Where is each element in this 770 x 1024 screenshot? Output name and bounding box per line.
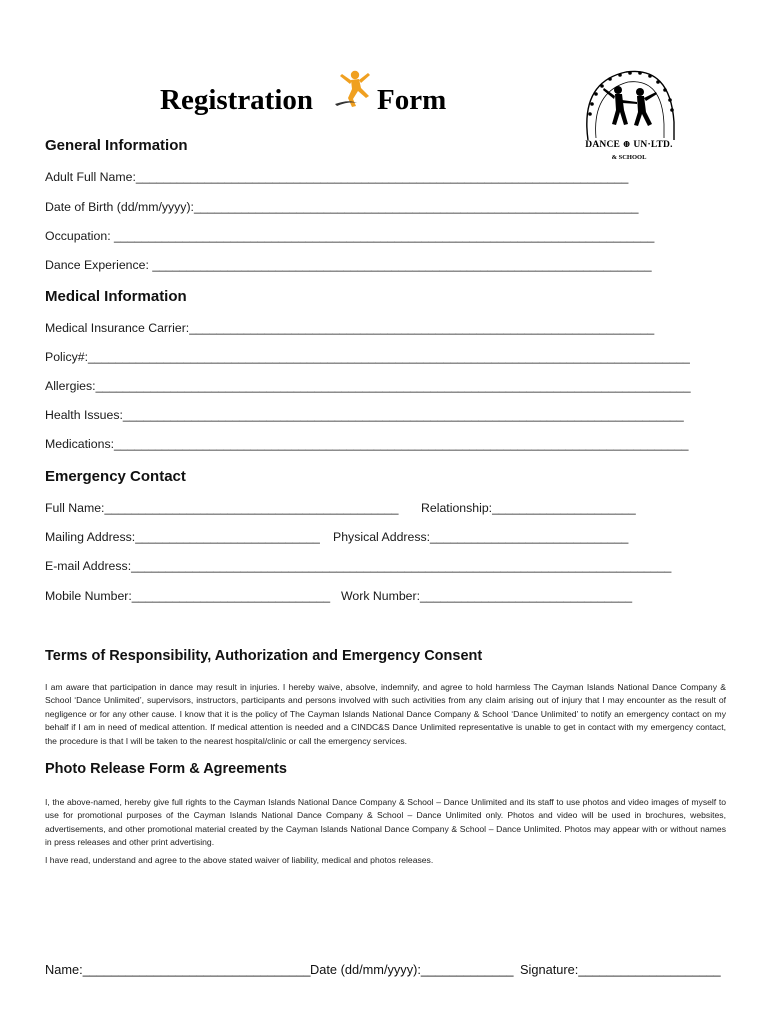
terms-paragraph: I am aware that participation in dance may result in injuries. I hereby waive, absolve, indemnify, and agree to hold harmless The Cayman Islands National Dance Company & School ‘Dance Unlimited’, supervisors, instructors, participants and persons involved with such activities from any claim arising out of injury that I may encounter as the result of negligence or for any other cause. I know that it is the policy of The Cayman Islands National Dance Company & School ‘Dance Unlimited’ to notify an emergency contact on my behalf if I am in need of medical attention. If medical attention is needed and a CINDC&S Dance Unlimited representative is unable to get in contact with my emergency contact, the procedure is that I will be taken to the nearest hospital/clinic or call the emergency services. xyxy=(45,682,726,746)
signature-name-field[interactable]: Name:________________________________ xyxy=(45,962,311,977)
mailing-address-field[interactable]: Mailing Address:___________________________ xyxy=(45,530,320,544)
company-logo xyxy=(566,62,692,174)
dob-field[interactable]: Date of Birth (dd/mm/yyyy):_________________________________________________________________ xyxy=(45,200,639,214)
title-registration: Registration xyxy=(160,84,314,116)
allergies-field[interactable]: Allergies:_______________________________________________________________________________________ xyxy=(45,379,691,393)
physical-address-field[interactable]: Physical Address:_____________________________ xyxy=(333,530,629,544)
policy-field[interactable]: Policy#:________________________________________________________________________________________ xyxy=(45,350,690,364)
general-heading: General Information xyxy=(45,137,188,154)
medications-field[interactable]: Medications:____________________________________________________________________________________ xyxy=(45,437,689,451)
medical-heading: Medical Information xyxy=(45,288,187,305)
signature-field[interactable]: Signature:____________________ xyxy=(520,962,721,977)
logo-subtitle: & SCHOOL xyxy=(611,154,647,161)
photo-release-paragraph: I, the above-named, hereby give full rights to the Cayman Islands National Dance Company & School – Dance Unlimited and its staff to use photos and video images of myself to use for promotional purposes of the Cayman Islands National Dance Company & School – Dance Unlimited only. Photos and video will be used in brochures, websites, advertisements, and other promotional material created by the Cayman Islands National Dance Company & School – Dance Unlimited. Photos may appear with or without names in press releases and other print advertising. xyxy=(45,797,726,848)
title-form: Form xyxy=(377,84,447,116)
logo-title: DANCE ⊕ UN·LTD. xyxy=(585,140,673,150)
health-issues-field[interactable]: Health Issues:__________________________________________________________________________________ xyxy=(45,408,684,422)
adult-name-field[interactable]: Adult Full Name:________________________________________________________________________ xyxy=(45,170,629,184)
relationship-field[interactable]: Relationship:_____________________ xyxy=(421,501,636,515)
photo-release-heading: Photo Release Form & Agreements xyxy=(45,761,287,777)
emergency-heading: Emergency Contact xyxy=(45,468,186,485)
occupation-field[interactable]: Occupation: _______________________________________________________________________________ xyxy=(45,229,655,243)
dance-experience-field[interactable]: Dance Experience: _________________________________________________________________________ xyxy=(45,258,652,272)
mobile-number-field[interactable]: Mobile Number:_____________________________ xyxy=(45,589,331,603)
agreement-statement: I have read, understand and agree to the above stated waiver of liability, medical and photos releases. xyxy=(45,855,434,865)
dancer-icon xyxy=(331,66,375,110)
email-field[interactable]: E-mail Address:_______________________________________________________________________________ xyxy=(45,559,672,573)
insurance-carrier-field[interactable]: Medical Insurance Carrier:____________________________________________________________________ xyxy=(45,321,655,335)
work-number-field[interactable]: Work Number:_______________________________ xyxy=(341,589,633,603)
emergency-full-name-field[interactable]: Full Name:___________________________________________ xyxy=(45,501,399,515)
signature-date-field[interactable]: Date (dd/mm/yyyy):_____________ xyxy=(310,962,514,977)
terms-heading: Terms of Responsibility, Authorization and Emergency Consent xyxy=(45,648,483,664)
